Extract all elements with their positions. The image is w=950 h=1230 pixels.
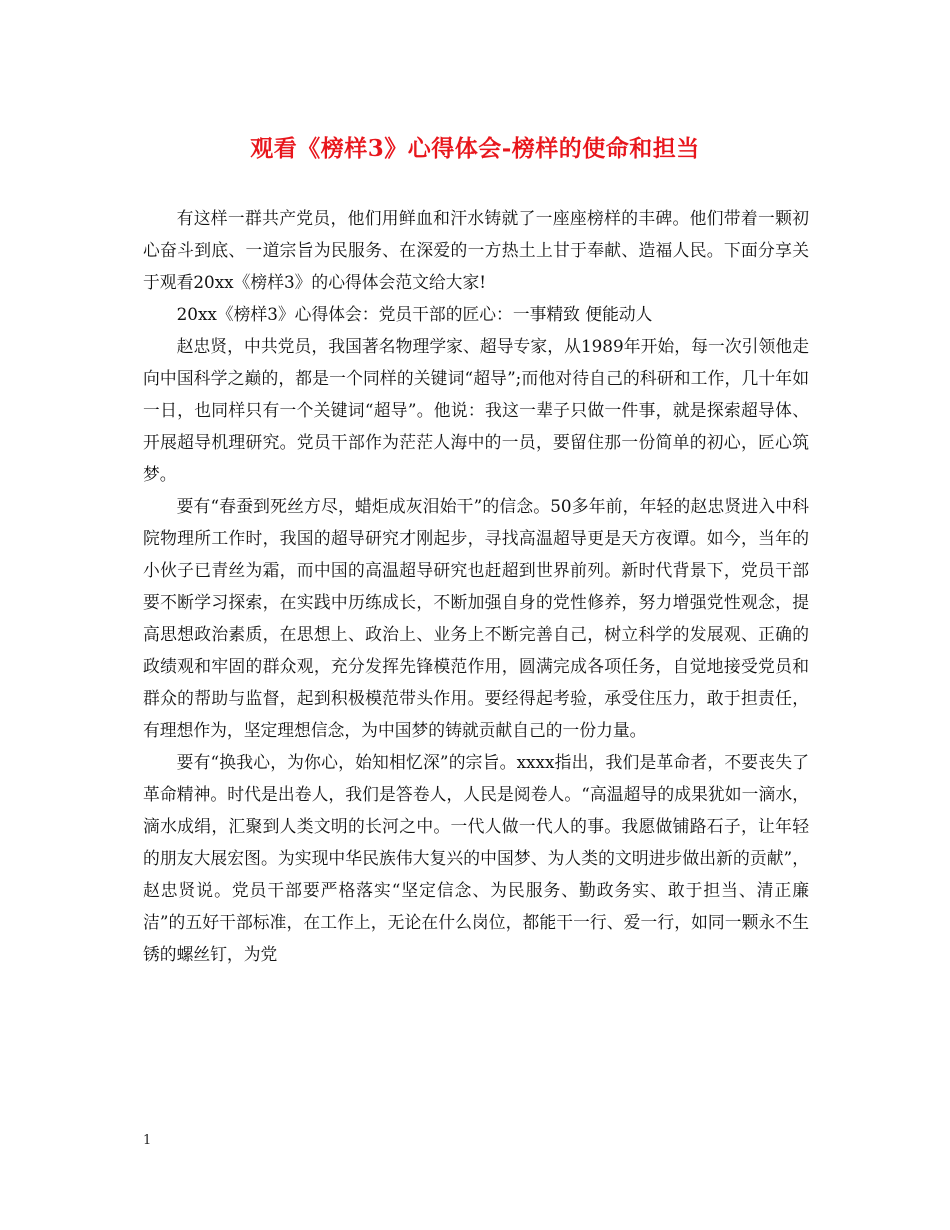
document-body bbox=[143, 202, 809, 970]
paragraph-zhao-zhongxian: 赵忠贤，中共党员，我国著名物理学家、超导专家，从1989年开始，每一次引领他走向中国科学之巅的，都是一个同样的关键词“超导”;而他对待自己的科研和工作，几十年如一日，也同样只有一个关键词“超导”。他说：我这一辈子只做一件事，就是探索超导体、开展超导机理研究。党员干部作为茫茫人海中的一员，要留住那一份简单的初心，匠心筑梦。 bbox=[143, 336, 809, 484]
paragraph-subheading: 20xx《榜样3》心得体会：党员干部的匠心：一事精致 便能动人 bbox=[176, 304, 653, 324]
paragraph-intro: 有这样一群共产党员，他们用鲜血和汗水铸就了一座座榜样的丰碑。他们带着一颗初心奋斗到底、一道宗旨为民服务、在深爱的一方热土上甘于奉献、造福人民。下面分享关于观看20xx《榜样3》的心得体会范文给大家! bbox=[143, 208, 809, 292]
document-title: 观看《榜样3》心得体会-榜样的使命和担当 bbox=[250, 135, 700, 162]
paragraph-belief: 要有“春蚕到死丝方尽，蜡炬成灰泪始干”的信念。50多年前，年轻的赵忠贤进入中科院物理所工作时，我国的超导研究才刚起步，寻找高温超导更是天方夜谭。如今，当年的小伙子已青丝为霜，而中国的高温超导研究也赶超到世界前列。新时代背景下，党员干部要不断学习探索，在实践中历练成长，不断加强自身的党性修养，努力增强党性观念，提高思想政治素质，在思想上、政治上、业务上不断完善自己，树立科学的发展观、正确的政绩观和牢固的群众观，充分发挥先锋模范作用，圆满完成各项任务，自觉地接受党员和群众的帮助与监督，起到积极模范带头作用。要经得起考验，承受住压力，敢于担责任，有理想作为，坚定理想信念，为中国梦的铸就贡献自己的一份力量。 bbox=[143, 496, 809, 740]
paragraph-purpose: 要有“换我心，为你心，始知相忆深”的宗旨。xxxx指出，我们是革命者，不要丧失了革命精神。时代是出卷人，我们是答卷人，人民是阅卷人。“高温超导的成果犹如一滴水，滴水成绢，汇聚到人类文明的长河之中。一代人做一代人的事。我愿做铺路石子，让年轻的朋友大展宏图。为实现中华民族伟大复兴的中国梦、为人类的文明进步做出新的贡献”，赵忠贤说。党员干部要严格落实“坚定信念、为民服务、勤政务实、敢于担当、清正廉洁”的五好干部标准，在工作上，无论在什么岗位，都能干一行、爱一行，如同一颗永不生锈的螺丝钉，为党 bbox=[143, 752, 809, 964]
page-number: 1 bbox=[143, 1133, 152, 1148]
